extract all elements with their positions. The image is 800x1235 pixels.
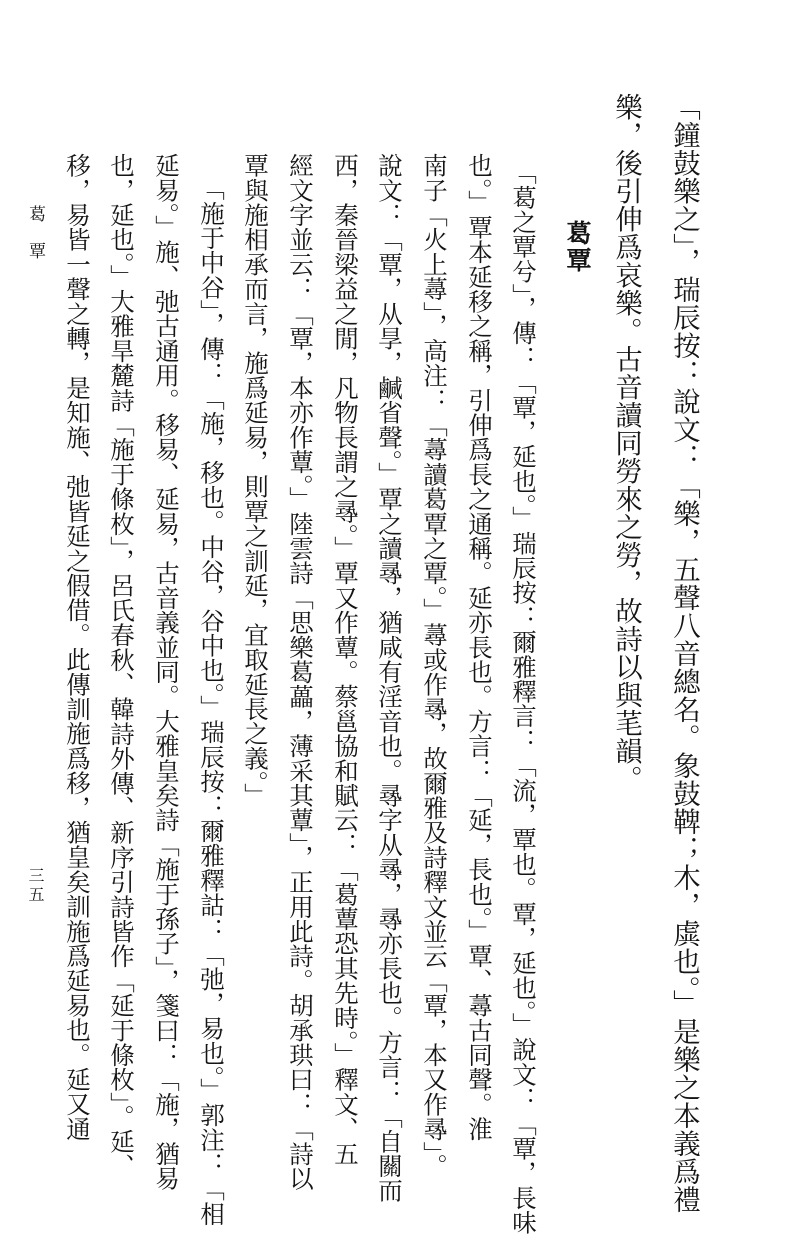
section-line-2: 也。」覃本延移之稱，引伸爲長之通稱。延亦長也。方言：「延，長也。」覃、蕁古同聲。淮 [465,153,494,1142]
running-title: 葛覃 [25,205,45,279]
prior-section-line-2: 樂，後引伸爲哀樂。古音讀同勞來之勞，故詩以與芼韻。 [610,93,642,793]
section-line-8: 「施于中谷」，傳：「施，移也。中谷，谷中也。」瑞辰按：爾雅釋詁：「弛，易也。」郭注：「相 [197,176,226,1227]
section-line-11: 移，易皆一聲之轉，是知施、弛皆延之假借。此傳訓施爲移，猶皇矣訓施爲延易也。延又通 [63,153,92,1141]
section-line-3: 南子「火上蕁」，高注：「蕁讀葛覃之覃。」蕁或作㝷，故爾雅及詩釋文並云「覃，本又作㝷」。 [420,153,449,1179]
section-line-6: 經文字並云：「覃，本亦作蕈。」陸雲詩「思樂葛藟，薄采其蕈」，正用此詩。胡承珙曰：「詩以 [286,153,315,1191]
prior-section-line-1: 「鐘鼓樂之」，瑞辰按：說文：「樂，五聲八音總名。象鼓鞞；木，虡也。」是樂之本義爲禮 [668,93,700,1214]
section-line-10: 也，延也。」大雅旱麓詩「施于條枚」，呂氏春秋、韓詩外傳、新序引詩皆作「延于條枚」。延、 [107,153,136,1179]
section-title: 葛覃 [563,220,592,274]
page-number: 三五 [26,867,45,905]
section-line-4: 說文：「覃，从㫗，鹹省聲。」覃之讀㝷，猶咸有淫音也。㝷字从㝷，㝷亦長也。方言：「自關而 [375,153,404,1203]
section-line-5: 西，秦晉梁益之閒，凡物長謂之㝷。」覃又作蕈。蔡邕協和賦云：「葛蕈恐其先時。」釋文、五 [331,153,360,1166]
section-line-1: 「葛之覃兮」，傳：「覃，延也。」瑞辰按：爾雅釋言：「流，覃也。覃，延也。」說文：「覃，長味 [509,160,538,1235]
section-line-9: 延易。」施、弛古通用。移易、延易，古音義並同。大雅皇矣詩「施于孫子」，箋曰：「施，猶易 [152,153,181,1191]
section-line-7: 覃與施相承而言，施爲延易，則覃之訓延，宜取延長之義。」 [241,153,270,808]
